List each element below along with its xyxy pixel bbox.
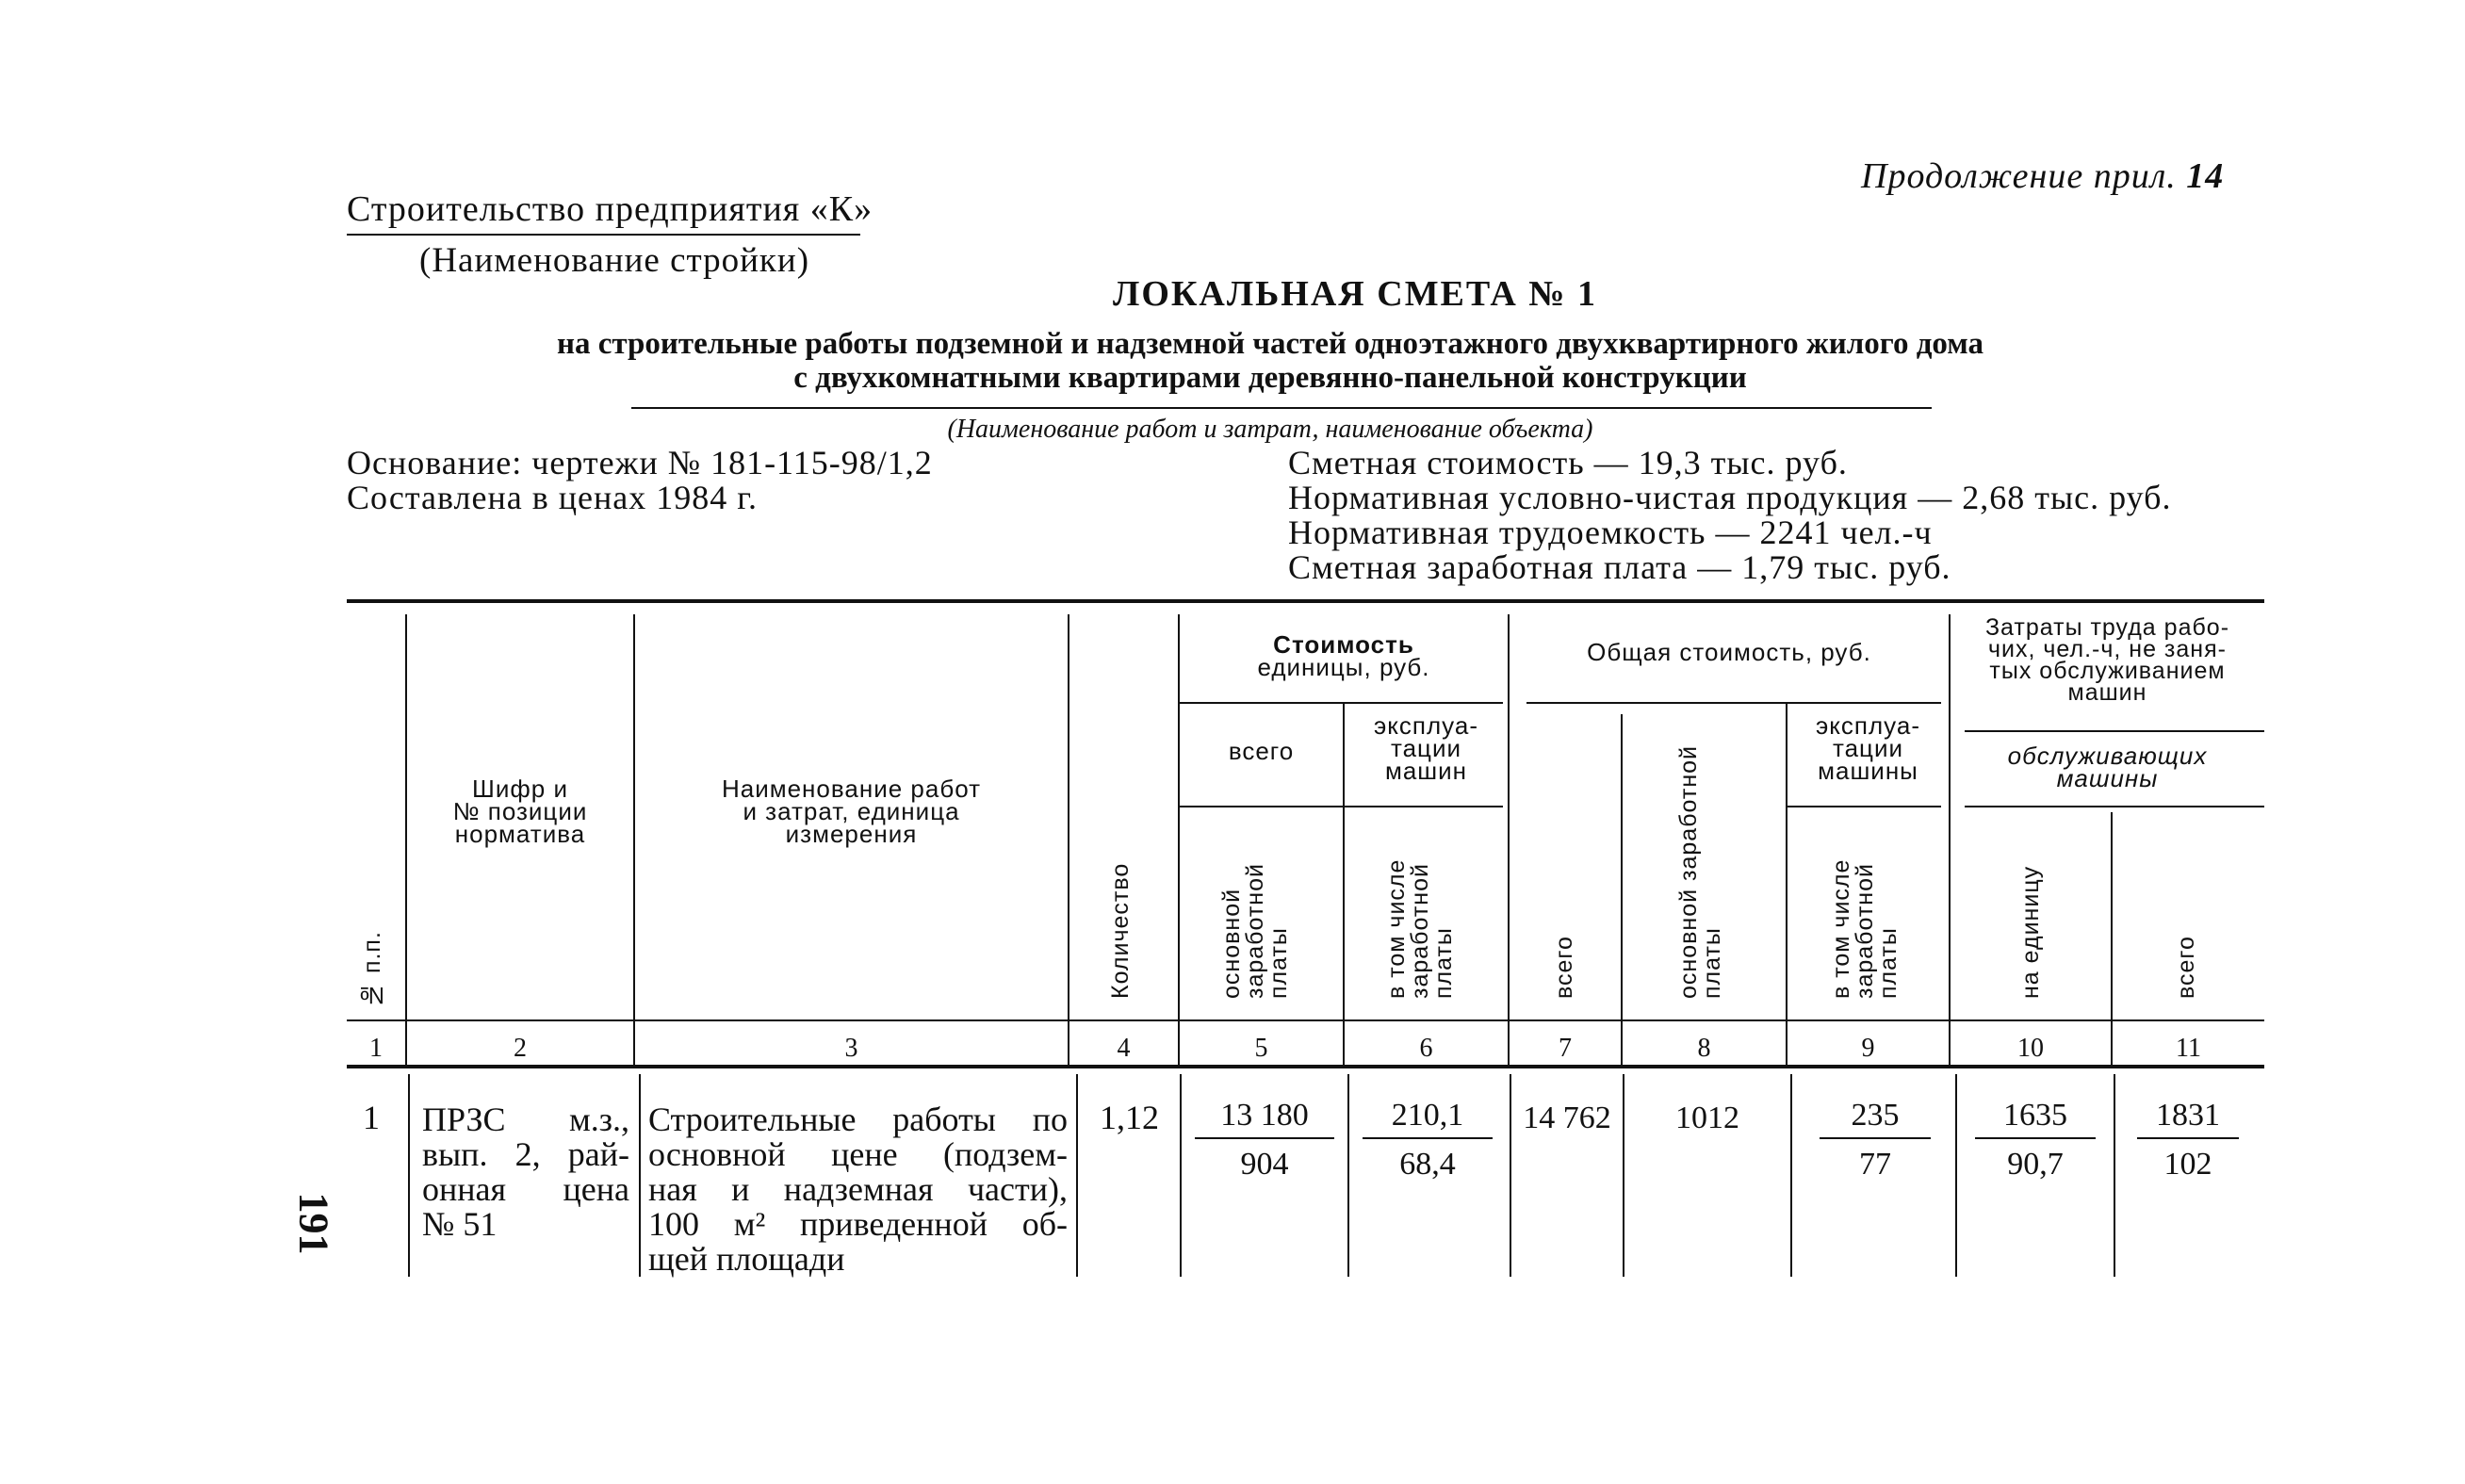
vrule-body-8 (1790, 1074, 1792, 1277)
rule-labor (1965, 730, 2264, 732)
header-name (635, 775, 1068, 848)
header-general-machine (1788, 711, 1949, 785)
header-code (407, 775, 633, 848)
project-caption: (Наименование стройки) (419, 241, 810, 280)
header-labor-l1: Затраты труда рабо- (1984, 614, 2230, 641)
header-general-total: всего (1551, 936, 1577, 999)
column-number: 8 (1697, 1034, 1711, 1063)
column-number: 9 (1861, 1034, 1875, 1063)
subtitle-caption: (Наименование работ и затрат, наименование объекта) (947, 415, 1593, 444)
row-quantity: 1,12 (1100, 1099, 1159, 1136)
vrule-body-1 (408, 1074, 410, 1277)
header-general-machine-l1: эксплуа- (1815, 711, 1920, 740)
header-name-l2: и затрат, единица (743, 797, 960, 825)
vrule-4 (1178, 614, 1180, 1065)
row-unit-machine-wages: 68,4 (1399, 1147, 1456, 1182)
header-serving (1951, 744, 2264, 790)
header-general-basic-wages: основной заработной платы (1675, 745, 1725, 999)
header-code-l3: норматива (454, 820, 586, 848)
header-general-incl-wages: в том числе заработной платы (1828, 858, 1902, 999)
header-unit-total: всего (1228, 737, 1295, 765)
estimated-cost-text: Сметная стоимость — 19,3 тыс. руб. (1288, 444, 1848, 481)
subtitle-line-1: на строительные работы подземной и надземной частей одноэтажного двухквартирного жилого дома (556, 327, 1984, 361)
header-labor (1951, 614, 2264, 706)
header-name-l3: измерения (785, 820, 918, 848)
header-unit-cost-l1: Стоимость (1273, 630, 1414, 659)
subtitle-underline (631, 407, 1932, 409)
header-unit-cost (1180, 630, 1508, 681)
prices-year-text: Составлена в ценах 1984 г. (347, 479, 758, 516)
header-labor-l2: чих, чел.-ч, не заня- (1988, 636, 2227, 662)
rule-unit-cost (1178, 702, 1503, 704)
row-labor-per-unit: 1635 (2003, 1098, 2067, 1133)
project-underline (347, 234, 860, 236)
document-title: ЛОКАЛЬНАЯ СМЕТА № 1 (1113, 274, 1597, 314)
column-number: 3 (844, 1034, 858, 1063)
column-number: 11 (2176, 1034, 2201, 1063)
row-code-line: № 51 (422, 1205, 498, 1243)
page-number: 191 (290, 1192, 337, 1255)
row-code (422, 1102, 629, 1242)
vrule-10 (2111, 812, 2113, 1065)
header-general-machine-l3: машины (1818, 757, 1918, 785)
header-code-l2: № позиции (452, 797, 588, 825)
header-labor-l3: тых обслуживанием (1989, 658, 2226, 684)
vrule-body-3 (1076, 1074, 1078, 1277)
continuation-label: Продолжение прил. 14 (1861, 156, 2225, 196)
header-labor-l4: машин (2067, 679, 2147, 706)
header-unit-machine-l1: эксплуа- (1373, 711, 1478, 740)
column-number: 4 (1117, 1034, 1131, 1063)
row-code-line: онная цена (422, 1170, 629, 1208)
column-number: 7 (1559, 1034, 1572, 1063)
row-labor-per-unit-serving: 90,7 (2007, 1147, 2064, 1182)
header-general-cost: Общая стоимость, руб. (1587, 638, 1871, 666)
header-unit-basic-wages: основной заработной платы (1218, 863, 1292, 999)
row-total-basic-wages: 1012 (1675, 1101, 1739, 1135)
row-labor-total: 1831 (2156, 1098, 2220, 1133)
row-name-line: основной цене (подзем- (648, 1135, 1068, 1173)
vrule-body-5 (1347, 1074, 1349, 1277)
table-top-rule (347, 599, 2264, 603)
column-number: 5 (1254, 1034, 1268, 1063)
row-labor-total-serving: 102 (2163, 1147, 2212, 1182)
rule-column-numbers (347, 1065, 2264, 1068)
header-unit-machine-l2: тации (1390, 734, 1461, 762)
column-number: 6 (1419, 1034, 1433, 1063)
vrule-body-10 (2114, 1074, 2115, 1277)
vrule-7 (1621, 714, 1623, 1065)
rule-general-cost (1526, 702, 1941, 704)
header-unit-machine-l3: машин (1384, 757, 1468, 785)
vrule-6 (1508, 614, 1510, 1065)
row-total: 14 762 (1523, 1101, 1611, 1135)
header-code-l1: Шифр и (472, 775, 568, 803)
column-number: 2 (514, 1034, 527, 1063)
header-unit-machine (1345, 711, 1508, 785)
labor-intensity-text: Нормативная трудоемкость — 2241 чел.-ч (1288, 514, 1933, 551)
header-name-l1: Наименование работ (721, 775, 982, 803)
estimated-wages-text: Сметная заработная плата — 1,79 тыс. руб. (1288, 548, 1951, 586)
row-total-machine-wages: 77 (1859, 1147, 1891, 1182)
column-number: 1 (369, 1034, 383, 1063)
row-labor-total-fraction (2131, 1098, 2245, 1182)
header-general-machine-l2: тации (1832, 734, 1903, 762)
row-total-machine: 235 (1851, 1098, 1900, 1133)
header-unit-incl-wages: в том числе заработной платы (1383, 858, 1457, 999)
vrule-body-4 (1180, 1074, 1182, 1277)
header-row-number: № п.п. (359, 931, 385, 1008)
basis-text: Основание: чертежи № 181-115-98/1,2 (347, 444, 933, 481)
vrule-body-9 (1955, 1074, 1957, 1277)
row-number: 1 (363, 1099, 380, 1136)
header-quantity: Количество (1107, 862, 1134, 999)
row-unit-total-fraction (1189, 1098, 1340, 1182)
row-total-machine-fraction (1814, 1098, 1936, 1182)
header-serving-l2: машины (2056, 764, 2159, 792)
rule-general-cost-2 (1786, 806, 1941, 807)
vrule-3 (1068, 614, 1069, 1065)
row-name-line: Строительные работы по (648, 1101, 1068, 1138)
row-code-line: ПРЗС м.з., (422, 1101, 629, 1138)
row-name-line: ная и надземная части), (648, 1170, 1068, 1208)
header-unit-cost-l2: единицы, руб. (1257, 653, 1430, 681)
row-name (648, 1102, 1068, 1277)
row-unit-machine: 210,1 (1391, 1098, 1464, 1133)
appendix-number: 14 (2186, 156, 2225, 196)
row-name-line: 100 м² приведенной об- (648, 1205, 1068, 1243)
rule-unit-cost-2 (1178, 806, 1503, 807)
column-number: 10 (2017, 1034, 2044, 1063)
row-unit-total: 13 180 (1220, 1098, 1309, 1133)
row-labor-per-unit-fraction (1969, 1098, 2101, 1182)
row-code-line: вып. 2, рай- (422, 1135, 629, 1173)
header-labor-total: всего (2173, 936, 2199, 999)
subtitle-line-2: с двухкомнатными квартирами деревянно-панельной конструкции (793, 361, 1747, 395)
normative-product-text: Нормативная условно-чистая продукция — 2,68 тыс. руб. (1288, 479, 2172, 516)
rule-labor-2 (1965, 806, 2264, 807)
project-name: Строительство предприятия «К» (347, 189, 873, 229)
row-unit-machine-fraction (1357, 1098, 1498, 1182)
vrule-body-2 (639, 1074, 641, 1277)
header-labor-per-unit: на единицу (2017, 865, 2044, 999)
row-name-line: щей площади (648, 1240, 845, 1278)
row-unit-basic-wages: 904 (1240, 1147, 1289, 1182)
header-serving-l1: обслуживающих (2007, 742, 2208, 770)
